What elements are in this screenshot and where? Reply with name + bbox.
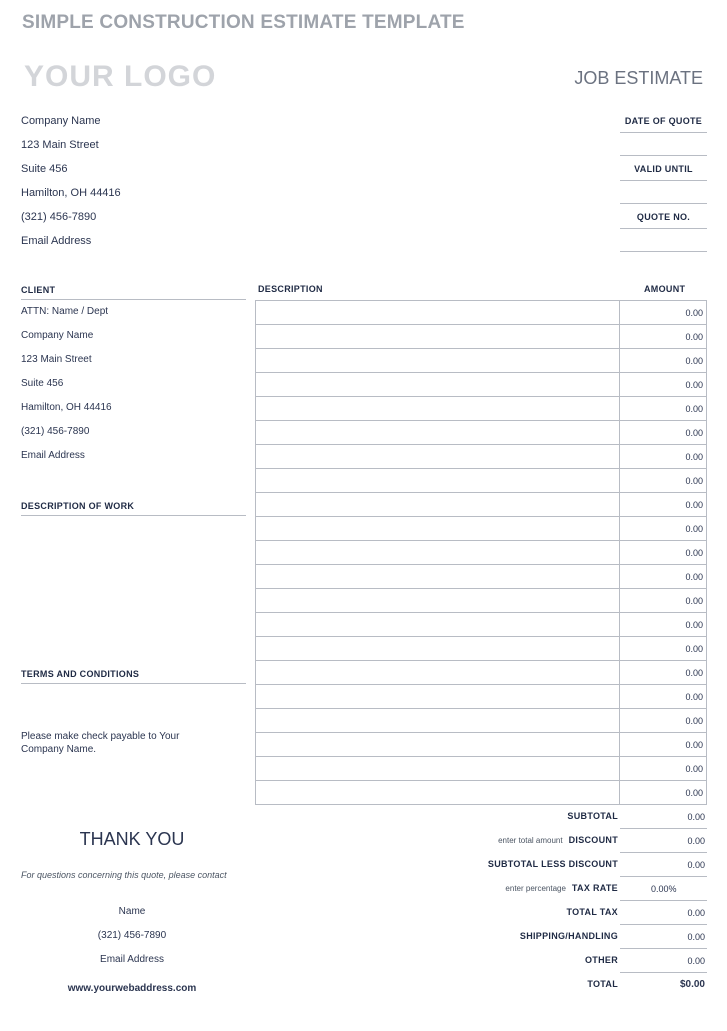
company-street: 123 Main Street [21, 139, 99, 151]
row-description-cell[interactable] [256, 541, 620, 565]
company-name: Company Name [21, 115, 101, 127]
row-amount-cell[interactable]: 0.00 [620, 469, 707, 493]
terms-line-2: Company Name. [21, 744, 97, 755]
shipping-label: SHIPPING/HANDLING [519, 931, 618, 941]
row-amount-cell[interactable]: 0.00 [620, 613, 707, 637]
table-row [256, 517, 707, 541]
row-amount-cell[interactable]: 0.00 [620, 541, 707, 565]
valid-until-input[interactable] [620, 186, 707, 204]
row-description-cell[interactable] [256, 349, 620, 373]
row-description-cell[interactable] [256, 445, 620, 469]
row-amount-cell[interactable]: 0.00 [620, 709, 707, 733]
row-description-cell[interactable] [256, 325, 620, 349]
other-row [440, 949, 707, 973]
quote-number-input[interactable] [620, 234, 707, 252]
table-row [256, 469, 707, 493]
row-description-cell[interactable] [256, 709, 620, 733]
description-of-work-header [21, 498, 246, 516]
row-amount-cell[interactable]: 0.00 [620, 589, 707, 613]
table-row [256, 301, 707, 325]
row-amount-cell[interactable]: 0.00 [620, 301, 707, 325]
discount-input[interactable]: 0.00 [620, 829, 707, 853]
table-row [256, 637, 707, 661]
table-row [256, 757, 707, 781]
table-row [256, 709, 707, 733]
client-phone: (321) 456-7890 [21, 426, 90, 437]
row-amount-cell[interactable]: 0.00 [620, 781, 707, 805]
row-amount-cell[interactable]: 0.00 [620, 325, 707, 349]
document-title: SIMPLE CONSTRUCTION ESTIMATE TEMPLATE [22, 12, 465, 33]
other-input[interactable]: 0.00 [620, 949, 707, 973]
row-description-cell[interactable] [256, 613, 620, 637]
company-phone: (321) 456-7890 [21, 211, 97, 223]
company-suite: Suite 456 [21, 163, 68, 175]
date-of-quote-input[interactable] [620, 138, 707, 156]
table-row [256, 661, 707, 685]
row-description-cell[interactable] [256, 493, 620, 517]
table-row [256, 613, 707, 637]
discount-label: DISCOUNT [568, 835, 618, 845]
total-tax-label: TOTAL TAX [566, 907, 618, 917]
terms-line-1: Please make check payable to Your [21, 731, 180, 742]
row-amount-cell[interactable]: 0.00 [620, 661, 707, 685]
valid-until-field [620, 157, 707, 205]
other-label: OTHER [585, 955, 618, 965]
row-description-cell[interactable] [256, 685, 620, 709]
row-description-cell[interactable] [256, 637, 620, 661]
subtotal-label: SUBTOTAL [567, 811, 618, 821]
company-city: Hamilton, OH 44416 [21, 187, 121, 199]
shipping-row [440, 925, 707, 949]
row-amount-cell[interactable]: 0.00 [620, 421, 707, 445]
table-row [256, 781, 707, 805]
thank-you-heading: THANK YOU [79, 829, 185, 849]
client-city: Hamilton, OH 44416 [21, 402, 112, 413]
table-row [256, 421, 707, 445]
terms-header [21, 666, 246, 684]
row-description-cell[interactable] [256, 373, 620, 397]
row-amount-cell[interactable]: 0.00 [620, 757, 707, 781]
date-of-quote-field [620, 109, 707, 157]
row-description-cell[interactable] [256, 397, 620, 421]
client-section-header [21, 282, 246, 300]
subtotal-less-discount-value: 0.00 [620, 853, 707, 877]
tax-rate-hint: enter percentage [505, 884, 566, 893]
table-row [256, 397, 707, 421]
row-description-cell[interactable] [256, 661, 620, 685]
table-row [256, 565, 707, 589]
contact-email: Email Address [100, 954, 164, 965]
shipping-input[interactable]: 0.00 [620, 925, 707, 949]
line-items-table [255, 300, 707, 805]
quote-number-field [620, 205, 707, 253]
total-label: TOTAL [587, 979, 618, 989]
client-company: Company Name [21, 330, 94, 341]
row-description-cell[interactable] [256, 733, 620, 757]
row-amount-cell[interactable]: 0.00 [620, 373, 707, 397]
row-amount-cell[interactable]: 0.00 [620, 565, 707, 589]
company-email: Email Address [21, 235, 92, 247]
table-row [256, 733, 707, 757]
row-description-cell[interactable] [256, 517, 620, 541]
row-description-cell[interactable] [256, 565, 620, 589]
row-amount-cell[interactable]: 0.00 [620, 685, 707, 709]
client-attn: ATTN: Name / Dept [21, 306, 109, 317]
questions-note: For questions concerning this quote, please contact [21, 870, 227, 880]
total-row [440, 973, 707, 997]
row-description-cell[interactable] [256, 469, 620, 493]
table-row [256, 541, 707, 565]
valid-until-label: VALID UNTIL [620, 164, 707, 181]
tax-rate-row [440, 877, 707, 901]
contact-name: Name [118, 906, 146, 917]
quote-number-label: QUOTE NO. [620, 212, 707, 229]
description-of-work-label: DESCRIPTION OF WORK [21, 501, 135, 511]
logo-placeholder: YOUR LOGO [24, 60, 217, 93]
row-description-cell[interactable] [256, 421, 620, 445]
tax-rate-label: TAX RATE [571, 883, 618, 893]
table-row [256, 373, 707, 397]
row-description-cell[interactable] [256, 757, 620, 781]
tax-rate-input[interactable]: 0.00% [620, 877, 707, 901]
client-header: CLIENT [21, 285, 56, 295]
total-tax-row [440, 901, 707, 925]
table-row [256, 493, 707, 517]
total-value: $0.00 [679, 979, 705, 990]
subtotal-value: 0.00 [620, 805, 707, 829]
subtotal-less-discount-label: SUBTOTAL LESS DISCOUNT [487, 859, 618, 869]
table-row [256, 349, 707, 373]
row-description-cell[interactable] [256, 301, 620, 325]
row-amount-cell[interactable]: 0.00 [620, 493, 707, 517]
doc-type-heading: JOB ESTIMATE [574, 68, 703, 88]
description-column-header: DESCRIPTION [258, 284, 323, 294]
table-row [256, 445, 707, 469]
table-row [256, 325, 707, 349]
subtotal-row [440, 805, 707, 829]
total-tax-value: 0.00 [620, 901, 707, 925]
row-amount-cell[interactable]: 0.00 [620, 517, 707, 541]
row-amount-cell[interactable]: 0.00 [620, 349, 707, 373]
row-amount-cell[interactable]: 0.00 [620, 733, 707, 757]
amount-column-header: AMOUNT [644, 284, 686, 294]
row-amount-cell[interactable]: 0.00 [620, 397, 707, 421]
client-suite: Suite 456 [21, 378, 64, 389]
client-email: Email Address [21, 450, 85, 461]
discount-hint: enter total amount [498, 836, 563, 845]
table-row [256, 589, 707, 613]
discount-row [440, 829, 707, 853]
table-row [256, 685, 707, 709]
date-of-quote-label: DATE OF QUOTE [620, 116, 707, 133]
client-street: 123 Main Street [21, 354, 92, 365]
terms-label: TERMS AND CONDITIONS [21, 669, 140, 679]
contact-phone: (321) 456-7890 [97, 930, 167, 941]
row-description-cell[interactable] [256, 589, 620, 613]
website-link[interactable]: www.yourwebaddress.com [67, 983, 197, 994]
row-description-cell[interactable] [256, 781, 620, 805]
row-amount-cell[interactable]: 0.00 [620, 637, 707, 661]
row-amount-cell[interactable]: 0.00 [620, 445, 707, 469]
subtotal-less-discount-row [440, 853, 707, 877]
